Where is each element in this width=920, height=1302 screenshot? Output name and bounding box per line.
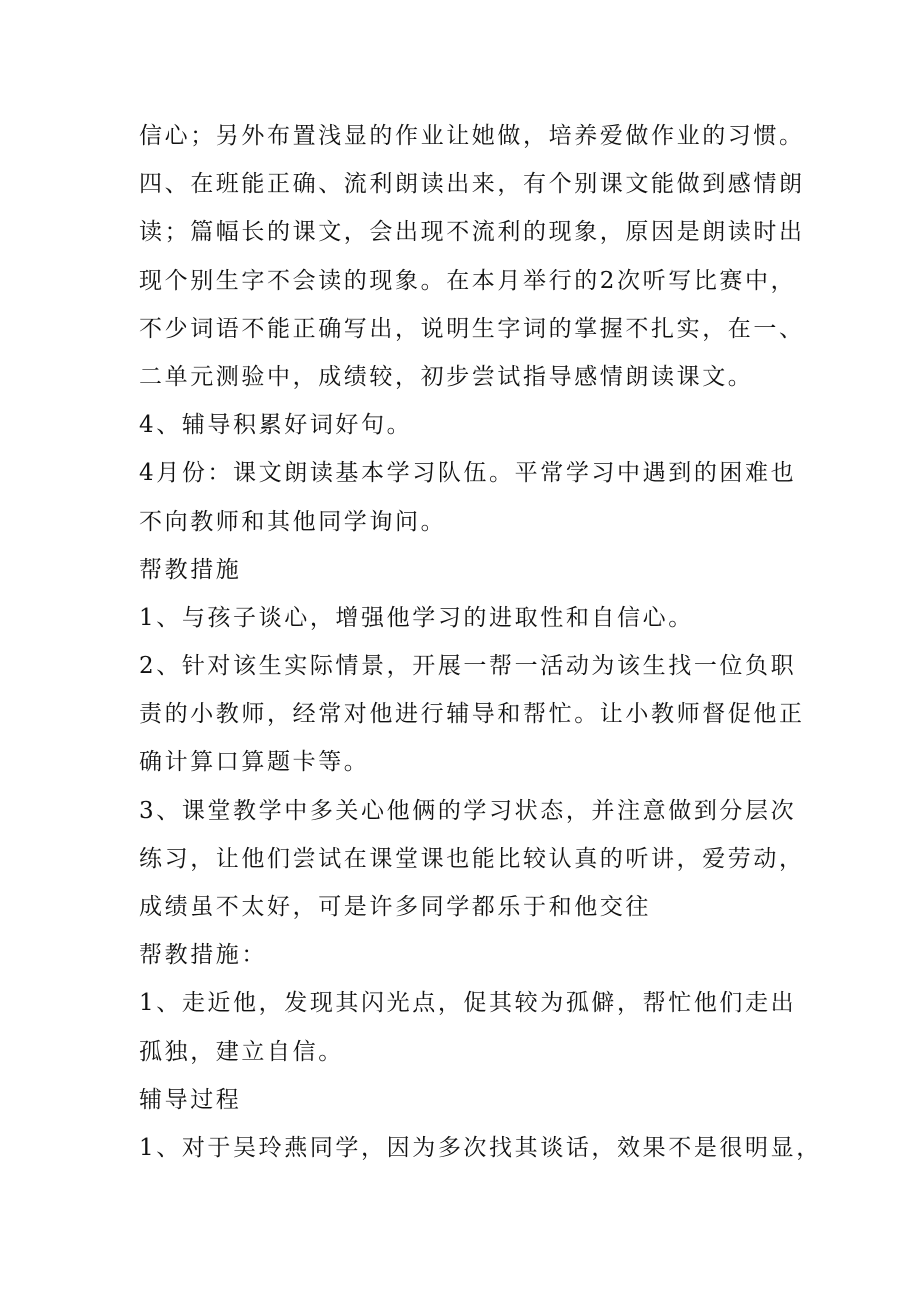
text-line: 责的小教师，经常对他进行辅导和帮忙。让小教师督促他正	[139, 701, 805, 728]
text-line: 4月份：课文朗读基本学习队伍。平常学习中遇到的困难也	[139, 460, 797, 487]
text-line: 1、对于吴玲燕同学，因为多次找其谈话，效果不是很明显，	[139, 1134, 822, 1161]
text-line: 成绩虽不太好，可是许多同学都乐于和他交往	[139, 894, 651, 920]
text-line: 4、辅导积累好词好句。	[139, 412, 413, 439]
text-line: 四、在班能正确、流利朗读出来，有个别课文能做到感情朗	[139, 171, 805, 198]
section-heading: 辅导过程	[139, 1086, 242, 1113]
text-line: 读；篇幅长的课文，会出现不流利的现象，原因是朗读时出	[139, 219, 805, 246]
text-line: 信心；另外布置浅显的作业让她做，培养爱做作业的习惯。	[139, 123, 805, 149]
text-line: 不少词语不能正确写出，说明生字词的掌握不扎实，在一、	[139, 315, 805, 342]
section-heading: 帮教措施：	[139, 942, 267, 969]
text-line: 2、针对该生实际情景，开展一帮一活动为该生找一位负职	[139, 653, 797, 680]
text-line: 3、课堂教学中多关心他俩的学习状态，并注意做到分层次	[139, 797, 797, 824]
text-line: 练习，让他们尝试在课堂课也能比较认真的听讲，爱劳动，	[139, 845, 805, 872]
text-line: 现个别生字不会读的现象。在本月举行的2次听写比赛中，	[139, 267, 797, 294]
text-line: 二单元测验中，成绩较，初步尝试指导感情朗读课文。	[139, 363, 754, 390]
text-line: 确计算口算题卡等。	[139, 749, 370, 776]
text-line: 1、与孩子谈心，增强他学习的进取性和自信心。	[139, 604, 694, 631]
text-line: 不向教师和其他同学询问。	[139, 508, 447, 535]
section-heading: 帮教措施	[139, 556, 242, 583]
document-body	[139, 112, 839, 1172]
text-line: 孤独，建立自信。	[139, 1038, 344, 1065]
text-line: 1、走近他，发现其闪光点，促其较为孤僻，帮忙他们走出	[139, 990, 797, 1017]
